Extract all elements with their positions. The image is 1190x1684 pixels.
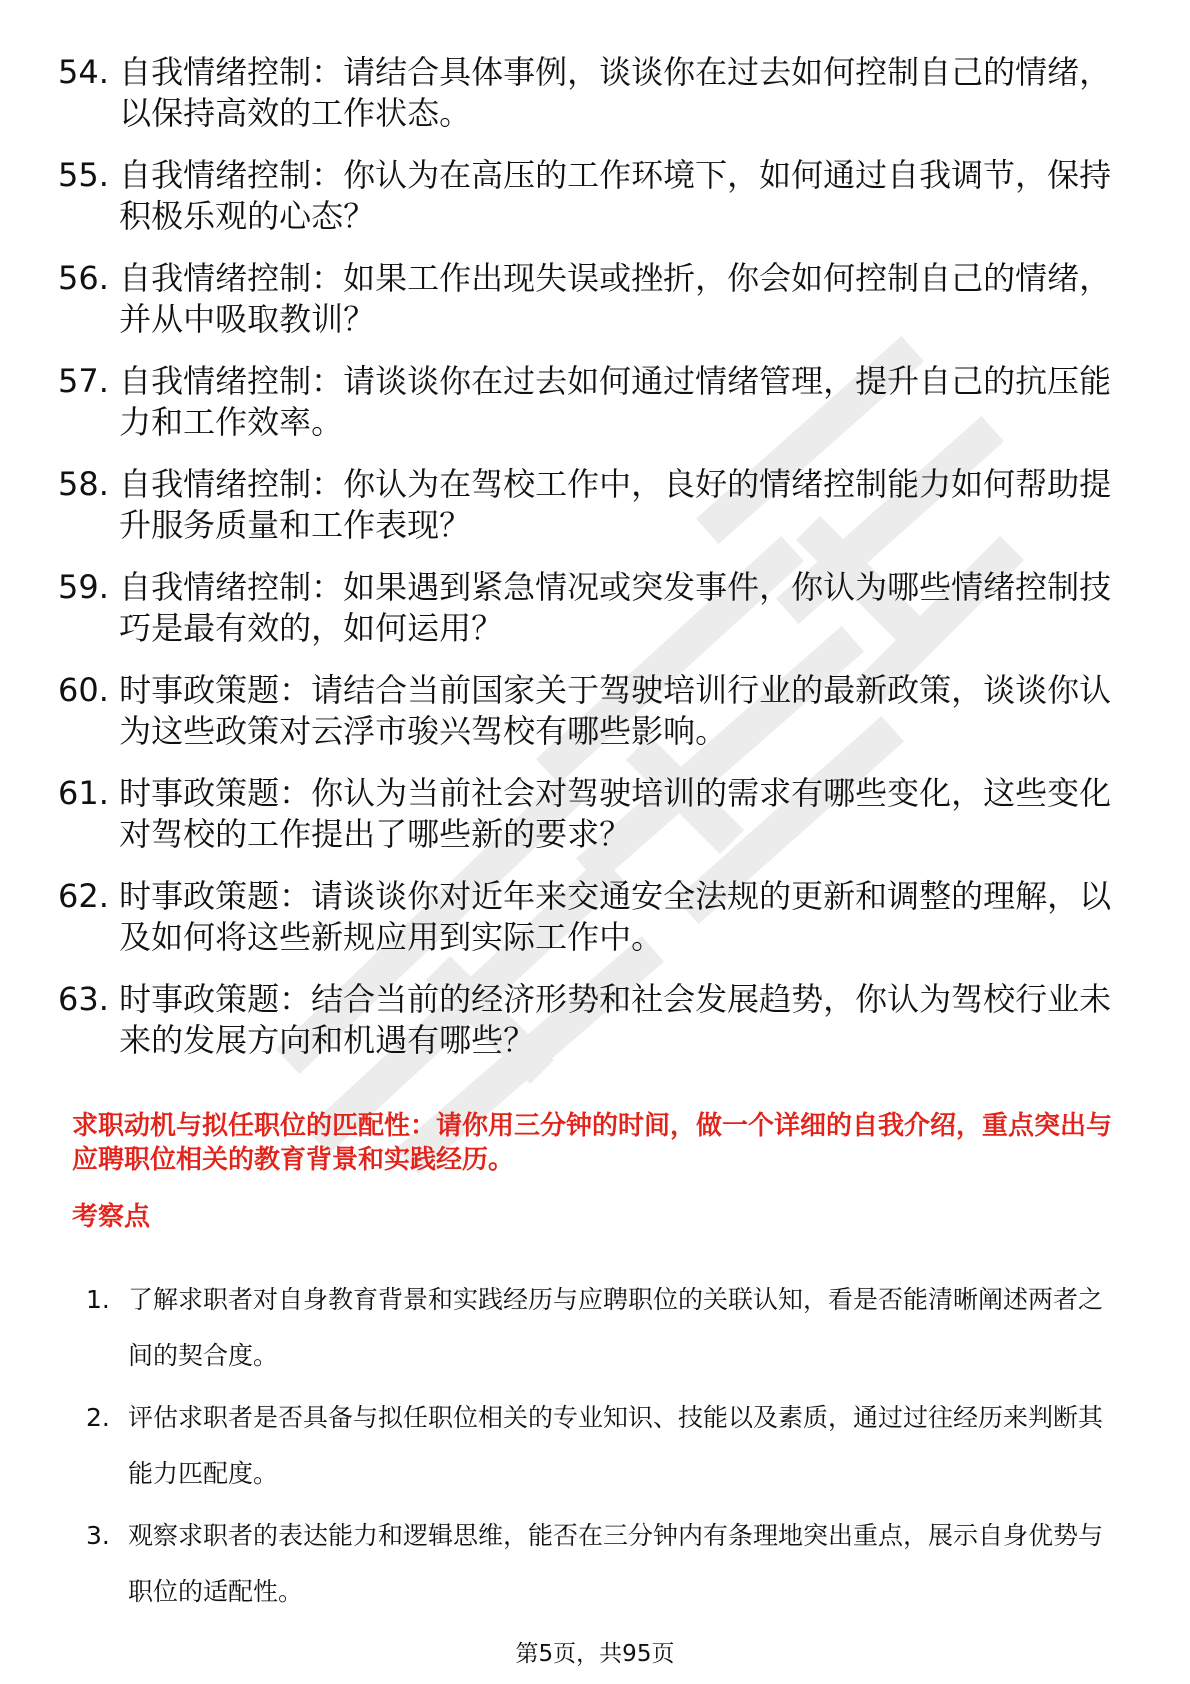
point-number: 3. xyxy=(86,1521,110,1550)
question-text: 时事政策题：请结合当前国家关于驾驶培训行业的最新政策，谈谈你认为这些政策对云浮市骏兴驾校有哪些影响。 xyxy=(119,671,1112,750)
assessment-point xyxy=(86,1390,1126,1502)
question-text: 自我情绪控制：你认为在高压的工作环境下，如何通过自我调节，保持积极乐观的心态？ xyxy=(119,156,1112,235)
question-text: 时事政策题：结合当前的经济形势和社会发展趋势，你认为驾校行业未来的发展方向和机遇有哪些？ xyxy=(119,980,1112,1059)
question-item xyxy=(58,361,1118,443)
section-title: 求职动机与拟任职位的匹配性：请你用三分钟的时间，做一个详细的自我介绍，重点突出与应聘职位相关的教育背景和实践经历。 xyxy=(72,1111,1113,1175)
assessment-point-list xyxy=(86,1272,1126,1626)
question-number: 58. xyxy=(58,465,120,503)
question-number: 63. xyxy=(58,980,120,1018)
question-item xyxy=(58,52,1118,134)
question-text: 时事政策题：请谈谈你对近年来交通安全法规的更新和调整的理解，以及如何将这些新规应用到实际工作中。 xyxy=(119,877,1112,956)
question-number: 60. xyxy=(58,671,120,709)
point-text: 评估求职者是否具备与拟任职位相关的专业知识、技能以及素质，通过过往经历来判断其能力匹配度。 xyxy=(128,1403,1104,1488)
question-text: 时事政策题：你认为当前社会对驾驶培训的需求有哪些变化，这些变化对驾校的工作提出了哪些新的要求？ xyxy=(119,774,1112,853)
section-subtitle: 考察点 xyxy=(72,1202,151,1232)
question-item xyxy=(58,979,1118,1061)
question-list xyxy=(58,52,1118,1082)
question-item xyxy=(58,773,1118,855)
question-number: 61. xyxy=(58,774,120,812)
question-text: 自我情绪控制：如果遇到紧急情况或突发事件，你认为哪些情绪控制技巧是最有效的，如何运用？ xyxy=(119,568,1112,647)
question-item xyxy=(58,876,1118,958)
question-number: 62. xyxy=(58,877,120,915)
question-number: 56. xyxy=(58,259,120,297)
question-text: 自我情绪控制：请结合具体事例，谈谈你在过去如何控制自己的情绪，以保持高效的工作状态。 xyxy=(119,53,1112,132)
question-text: 自我情绪控制：你认为在驾校工作中，良好的情绪控制能力如何帮助提升服务质量和工作表现？ xyxy=(119,465,1112,544)
question-number: 57. xyxy=(58,362,120,400)
question-item xyxy=(58,670,1118,752)
question-item xyxy=(58,464,1118,546)
question-item xyxy=(58,155,1118,237)
question-text: 自我情绪控制：请谈谈你在过去如何通过情绪管理，提升自己的抗压能力和工作效率。 xyxy=(119,362,1112,441)
question-item xyxy=(58,258,1118,340)
assessment-point xyxy=(86,1508,1126,1620)
point-number: 2. xyxy=(86,1403,110,1432)
point-number: 1. xyxy=(86,1285,110,1314)
question-item xyxy=(58,567,1118,649)
page-footer: 第5页，共95页 xyxy=(515,1641,675,1667)
question-number: 54. xyxy=(58,53,120,91)
point-text: 观察求职者的表达能力和逻辑思维，能否在三分钟内有条理地突出重点，展示自身优势与职位的适配性。 xyxy=(128,1521,1104,1606)
question-text: 自我情绪控制：如果工作出现失误或挫折，你会如何控制自己的情绪，并从中吸取教训？ xyxy=(119,259,1112,338)
assessment-point xyxy=(86,1272,1126,1384)
question-number: 59. xyxy=(58,568,120,606)
question-number: 55. xyxy=(58,156,120,194)
point-text: 了解求职者对自身教育背景和实践经历与应聘职位的关联认知，看是否能清晰阐述两者之间的契合度。 xyxy=(128,1285,1104,1370)
